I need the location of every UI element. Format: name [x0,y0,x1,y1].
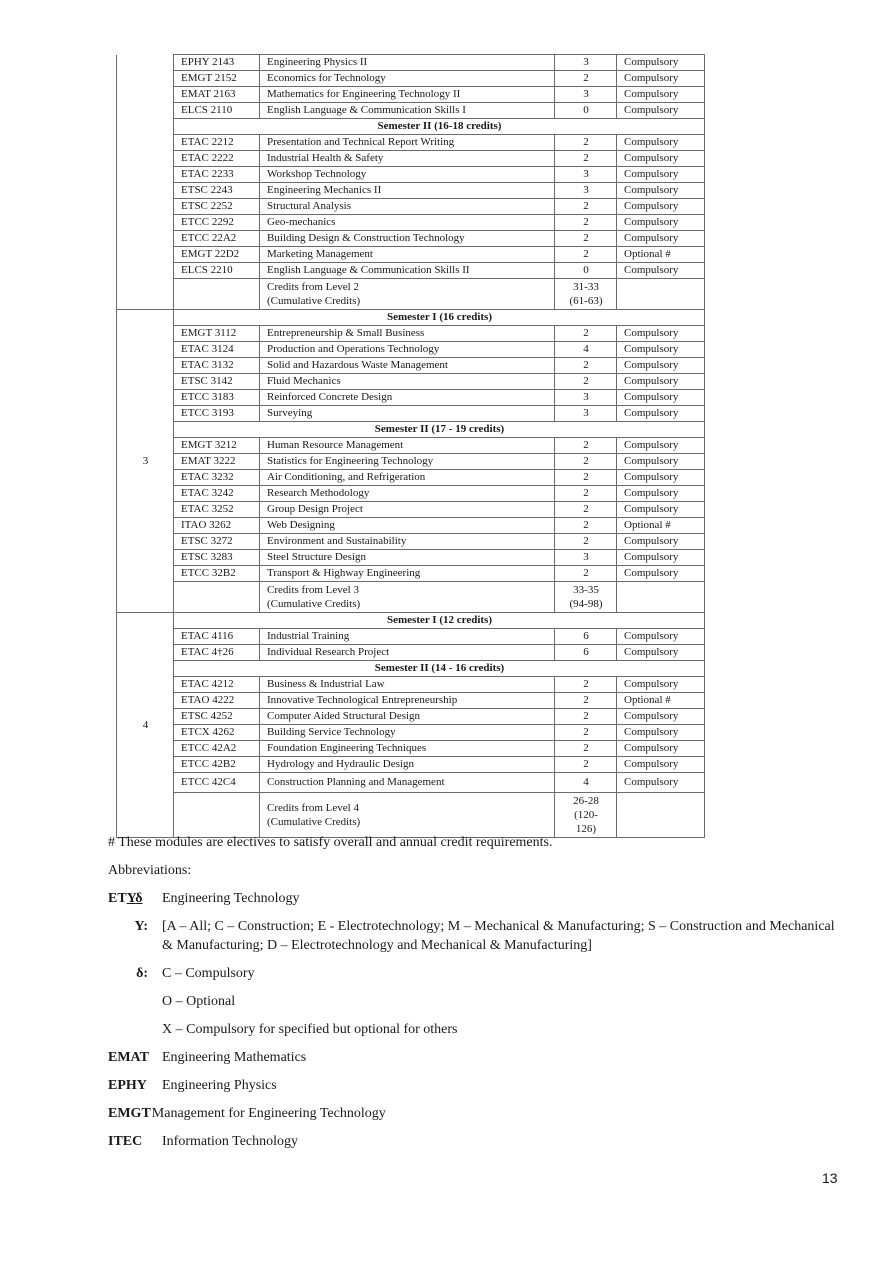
course-status: Compulsory [617,199,705,215]
course-status: Compulsory [617,550,705,566]
course-row [117,183,705,199]
course-title: Marketing Management [260,247,555,263]
course-row [117,725,705,741]
course-status: Compulsory [617,374,705,390]
abbr-entry-delta [108,964,848,983]
course-credits: 2 [555,677,617,693]
course-credits: 2 [555,247,617,263]
abbr-key [108,992,162,1011]
course-credits: 2 [555,135,617,151]
course-row [117,757,705,773]
course-code: EMGT 3212 [174,438,260,454]
course-row [117,454,705,470]
course-title: Solid and Hazardous Waste Management [260,358,555,374]
summary-label: Credits from Level 2 (Cumulative Credits) [260,279,555,310]
course-code: ETAC 2222 [174,151,260,167]
course-code: EPHY 2143 [174,55,260,71]
course-row [117,550,705,566]
course-credits: 3 [555,87,617,103]
course-code: ETAC 4212 [174,677,260,693]
abbr-key: Υ: [134,919,148,934]
course-title: Environment and Sustainability [260,534,555,550]
course-status: Optional # [617,518,705,534]
course-title: Economics for Technology [260,71,555,87]
course-credits: 3 [555,550,617,566]
abbr-entry-et [108,889,848,908]
course-status: Compulsory [617,645,705,661]
course-row [117,135,705,151]
abbr-key: EPHY [108,1078,147,1093]
course-title: Building Design & Construction Technology [260,231,555,247]
course-row [117,55,705,71]
course-status: Compulsory [617,231,705,247]
course-credits: 2 [555,709,617,725]
course-title: Innovative Technological Entrepreneurship [260,693,555,709]
course-credits: 3 [555,390,617,406]
course-status: Compulsory [617,103,705,119]
course-code: ETCC 22A2 [174,231,260,247]
abbr-key: ITEC [108,1134,143,1149]
semester-header: Semester I (12 credits) [174,613,705,629]
abbr-entry-emat [108,1048,848,1067]
course-title: English Language & Communication Skills II [260,263,555,279]
course-title: Transport & Highway Engineering [260,566,555,582]
abbr-value: [A – All; C – Construction; E - Electrotechnology; M – Mechanical & Manufacturing; S – Construction and Mechanical & Manufacturing; D – Electrotechnology and Mechanical & Manufacturing] [162,919,835,953]
course-credits: 2 [555,693,617,709]
course-row [117,693,705,709]
summary-row [117,793,705,838]
abbr-value: Engineering Technology [162,891,300,906]
course-credits: 3 [555,55,617,71]
semester-row [117,310,705,326]
course-credits: 4 [555,773,617,793]
course-credits: 2 [555,470,617,486]
course-code: ETSC 3142 [174,374,260,390]
course-status: Compulsory [617,454,705,470]
course-row [117,167,705,183]
course-title: Industrial Health & Safety [260,151,555,167]
course-code: ETCC 3193 [174,406,260,422]
course-status: Compulsory [617,486,705,502]
course-title: Construction Planning and Management [260,773,555,793]
course-row [117,629,705,645]
course-row [117,534,705,550]
course-credits: 0 [555,263,617,279]
abbr-entry-ephy [108,1076,848,1095]
course-status: Compulsory [617,534,705,550]
course-row [117,709,705,725]
course-credits: 2 [555,454,617,470]
semester-row [117,613,705,629]
course-credits: 2 [555,326,617,342]
course-credits: 2 [555,725,617,741]
page-number: 13 [822,1170,838,1186]
course-code: EMGT 22D2 [174,247,260,263]
course-code: ETAC 3124 [174,342,260,358]
course-title: Foundation Engineering Techniques [260,741,555,757]
course-credits: 2 [555,534,617,550]
course-title: Engineering Physics II [260,55,555,71]
course-code: ETSC 2243 [174,183,260,199]
course-row [117,71,705,87]
course-status: Compulsory [617,342,705,358]
course-credits: 0 [555,103,617,119]
course-code: ETSC 3283 [174,550,260,566]
course-credits: 3 [555,406,617,422]
course-status: Compulsory [617,629,705,645]
course-status: Compulsory [617,677,705,693]
course-title: Surveying [260,406,555,422]
semester-header: Semester II (17 - 19 credits) [174,422,705,438]
course-status: Compulsory [617,135,705,151]
course-title: Reinforced Concrete Design [260,390,555,406]
course-credits: 6 [555,645,617,661]
abbr-entry-optional [108,992,848,1011]
course-status: Compulsory [617,183,705,199]
course-title: Business & Industrial Law [260,677,555,693]
course-status: Compulsory [617,566,705,582]
course-row [117,231,705,247]
course-code: ETAC 3242 [174,486,260,502]
course-credits: 2 [555,199,617,215]
course-status: Compulsory [617,470,705,486]
course-code: ELCS 2210 [174,263,260,279]
course-row [117,374,705,390]
course-status: Compulsory [617,71,705,87]
course-credits: 2 [555,438,617,454]
semester-header: Semester I (16 credits) [174,310,705,326]
course-row [117,199,705,215]
semester-header: Semester II (14 - 16 credits) [174,661,705,677]
course-credits: 2 [555,358,617,374]
course-code: ETCC 42C4 [174,773,260,793]
course-status: Compulsory [617,215,705,231]
course-code: ELCS 2110 [174,103,260,119]
course-code: ETAC 4†26 [174,645,260,661]
abbr-entry-upsilon [108,917,848,955]
course-row [117,151,705,167]
course-code: ETSC 3272 [174,534,260,550]
abbr-key: EMAT [108,1050,149,1065]
course-title: Individual Research Project [260,645,555,661]
abbr-key: ETΥδ [108,891,143,906]
elective-footnote: # These modules are electives to satisfy overall and annual credit requirements. [108,835,553,850]
course-row [117,677,705,693]
course-code: ETCC 42A2 [174,741,260,757]
course-credits: 3 [555,183,617,199]
course-code: ETAC 4116 [174,629,260,645]
course-credits: 3 [555,167,617,183]
abbr-entry-emgt [108,1104,848,1123]
course-row [117,773,705,793]
course-title: English Language & Communication Skills I [260,103,555,119]
abbr-entry-x [108,1020,848,1039]
course-status: Compulsory [617,167,705,183]
course-credits: 2 [555,741,617,757]
course-code: EMGT 2152 [174,71,260,87]
course-row [117,406,705,422]
abbr-entry-itec [108,1132,848,1151]
course-credits: 2 [555,215,617,231]
course-status: Compulsory [617,55,705,71]
course-title: Structural Analysis [260,199,555,215]
notes-section [108,833,848,1160]
course-status: Compulsory [617,757,705,773]
course-code: ITAO 3262 [174,518,260,534]
course-status: Compulsory [617,390,705,406]
course-code: ETAO 4222 [174,693,260,709]
course-code: ETCC 32B2 [174,566,260,582]
course-credits: 2 [555,486,617,502]
course-status: Compulsory [617,709,705,725]
summary-label: Credits from Level 3 (Cumulative Credits) [260,582,555,613]
course-code: ETSC 2252 [174,199,260,215]
abbr-key: EMGT [108,1106,151,1121]
course-code: EMAT 3222 [174,454,260,470]
course-code: ETCX 4262 [174,725,260,741]
course-row [117,502,705,518]
course-title: Engineering Mechanics II [260,183,555,199]
abbr-value: X – Compulsory for specified but optional for others [162,1022,458,1037]
course-status: Compulsory [617,406,705,422]
course-row [117,87,705,103]
course-status: Compulsory [617,741,705,757]
level-cell: 3 [117,310,174,613]
course-title: Computer Aided Structural Design [260,709,555,725]
summary-credits: 26-28 (120- 126) [555,793,617,838]
course-status: Optional # [617,693,705,709]
abbr-value: Engineering Physics [162,1078,277,1093]
course-title: Hydrology and Hydraulic Design [260,757,555,773]
summary-credits: 31-33 (61-63) [555,279,617,310]
course-credits: 2 [555,151,617,167]
course-row [117,645,705,661]
abbr-value: Information Technology [162,1134,299,1149]
course-row [117,566,705,582]
course-title: Presentation and Technical Report Writing [260,135,555,151]
course-title: Air Conditioning, and Refrigeration [260,470,555,486]
course-status: Compulsory [617,358,705,374]
abbr-key [108,1020,162,1039]
abbreviations-heading: Abbreviations: [108,863,192,878]
course-row [117,438,705,454]
course-status: Compulsory [617,773,705,793]
course-code: EMGT 3112 [174,326,260,342]
course-code: EMAT 2163 [174,87,260,103]
course-credits: 2 [555,502,617,518]
semester-row [117,119,705,135]
course-status: Optional # [617,247,705,263]
abbr-value: Management for Engineering Technology [151,1106,386,1121]
semester-header: Semester II (16-18 credits) [174,119,705,135]
course-code: ETAC 3132 [174,358,260,374]
level-cell [117,55,174,310]
abbr-value: O – Optional [162,994,236,1009]
course-title: Fluid Mechanics [260,374,555,390]
course-row [117,486,705,502]
course-code: ETAC 2212 [174,135,260,151]
course-row [117,358,705,374]
abbr-value: C – Compulsory [162,966,255,981]
course-code: ETAC 3252 [174,502,260,518]
course-row [117,470,705,486]
course-code: ETAC 2233 [174,167,260,183]
course-row [117,326,705,342]
course-status: Compulsory [617,263,705,279]
course-code: ETCC 3183 [174,390,260,406]
course-row [117,518,705,534]
course-credits: 2 [555,71,617,87]
abbr-value: Engineering Mathematics [162,1050,307,1065]
course-title: Workshop Technology [260,167,555,183]
semester-row [117,422,705,438]
summary-row [117,582,705,613]
course-status: Compulsory [617,326,705,342]
course-row [117,342,705,358]
curriculum-table [116,54,705,838]
course-credits: 2 [555,566,617,582]
summary-label: Credits from Level 4 (Cumulative Credits) [260,793,555,838]
course-status: Compulsory [617,438,705,454]
course-title: Steel Structure Design [260,550,555,566]
course-title: Entrepreneurship & Small Business [260,326,555,342]
course-row [117,103,705,119]
course-credits: 6 [555,629,617,645]
course-title: Mathematics for Engineering Technology II [260,87,555,103]
course-status: Compulsory [617,502,705,518]
semester-row [117,661,705,677]
course-status: Compulsory [617,725,705,741]
course-credits: 2 [555,518,617,534]
course-title: Industrial Training [260,629,555,645]
course-title: Production and Operations Technology [260,342,555,358]
course-title: Building Service Technology [260,725,555,741]
course-credits: 2 [555,231,617,247]
course-credits: 4 [555,342,617,358]
course-credits: 2 [555,374,617,390]
course-title: Web Designing [260,518,555,534]
level-cell: 4 [117,613,174,838]
course-row [117,263,705,279]
summary-credits: 33-35 (94-98) [555,582,617,613]
course-status: Compulsory [617,87,705,103]
course-title: Statistics for Engineering Technology [260,454,555,470]
course-code: ETCC 42B2 [174,757,260,773]
course-title: Human Resource Management [260,438,555,454]
course-code: ETAC 3232 [174,470,260,486]
abbr-key: δ: [136,966,148,981]
course-title: Geo-mechanics [260,215,555,231]
course-title: Group Design Project [260,502,555,518]
course-code: ETSC 4252 [174,709,260,725]
course-row [117,390,705,406]
summary-row [117,279,705,310]
course-row [117,215,705,231]
course-status: Compulsory [617,151,705,167]
course-credits: 2 [555,757,617,773]
course-row [117,741,705,757]
course-title: Research Methodology [260,486,555,502]
course-code: ETCC 2292 [174,215,260,231]
course-row [117,247,705,263]
